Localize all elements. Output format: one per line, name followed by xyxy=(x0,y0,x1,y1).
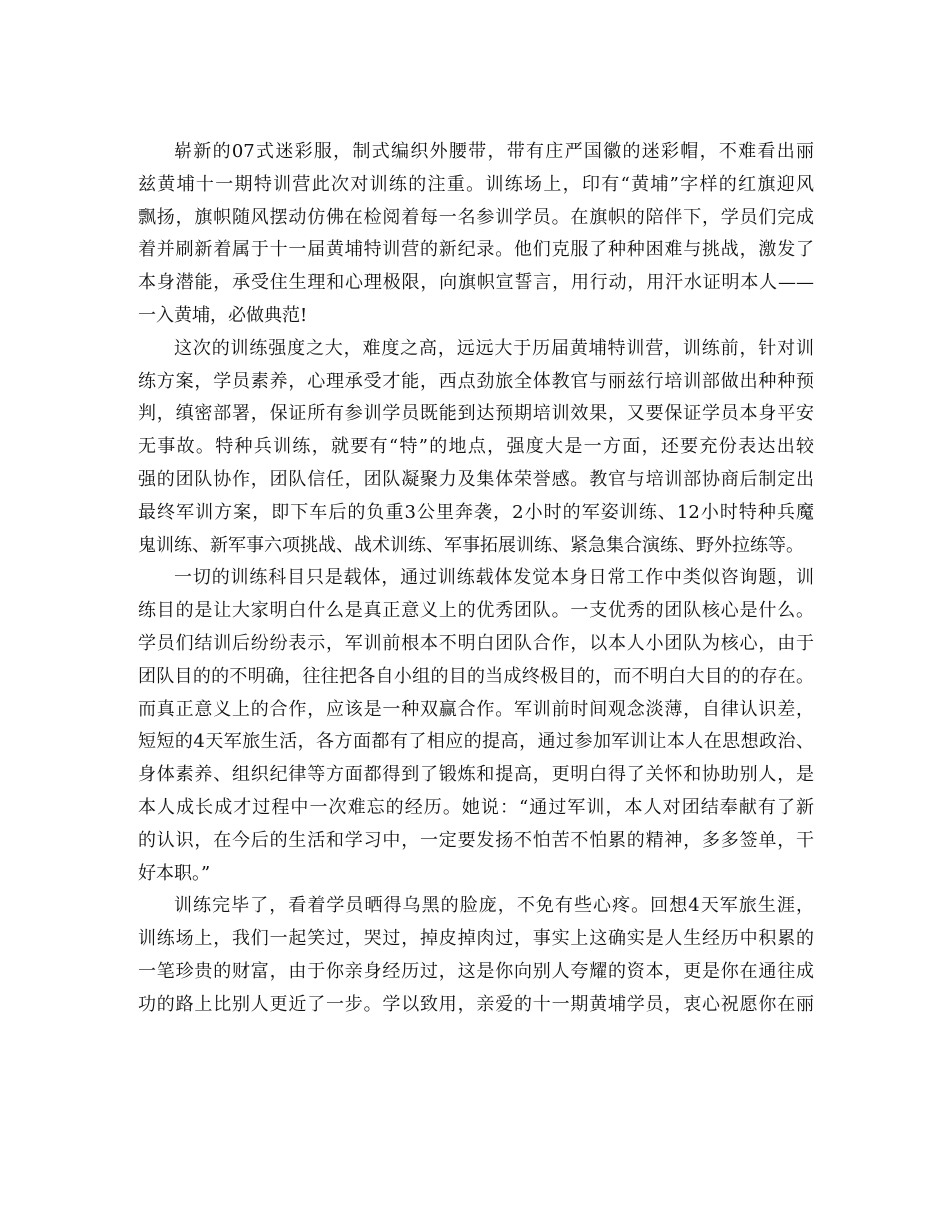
text-line: 练方案，学员素养，心理承受才能，西点劲旅全体教官与丽兹行培训部做出种种预 xyxy=(138,370,814,392)
text-line: 一入黄埔，必做典范! xyxy=(138,304,308,326)
text-line: 训练场上，我们一起笑过，哭过，掉皮掉肉过，事实上这确实是人生经历中积累的 xyxy=(138,928,814,950)
paragraph xyxy=(138,136,814,333)
text-line: 的认识，在今后的生活和学习中，一定要发扬不怕苦不怕累的精神，多多签单，干 xyxy=(138,829,814,851)
text-line: 一笔珍贵的财富，由于你亲身经历过，这是你向别人夸耀的资本，更是你在通往成 xyxy=(138,960,814,982)
document-body xyxy=(138,136,814,1022)
text-line: 无事故。特种兵训练，就要有“特”的地点，强度大是一方面，还要充份表达出较 xyxy=(138,436,814,458)
paragraph xyxy=(138,890,814,1021)
text-line: 飘扬，旗帜随风摆动仿佛在检阅着每一名参训学员。在旗帜的陪伴下，学员们完成 xyxy=(138,206,814,228)
text-line: 功的路上比别人更近了一步。学以致用，亲爱的十一期黄埔学员，衷心祝愿你在丽 xyxy=(138,993,814,1015)
text-line: 着并刷新着属于十一届黄埔特训营的新纪录。他们克服了种种困难与挑战，激发了 xyxy=(138,239,814,261)
text-line: 鬼训练、新军事六项挑战、战术训练、军事拓展训练、紧急集合演练、野外拉练等。 xyxy=(138,534,804,556)
text-line: 最终军训方案，即下车后的负重3公里奔袭，2小时的军姿训练、12小时特种兵魔 xyxy=(138,501,814,523)
text-line: 一切的训练科目只是载体，通过训练载体发觉本身日常工作中类似咨询题，训 xyxy=(174,567,814,589)
text-line: 训练完毕了，看着学员晒得乌黑的脸庞，不免有些心疼。回想4天军旅生涯， xyxy=(174,895,814,917)
text-line: 强的团队协作，团队信任，团队凝聚力及集体荣誉感。教官与培训部协商后制定出 xyxy=(138,468,814,490)
text-line: 判，缜密部署，保证所有参训学员既能到达预期培训效果，又要保证学员本身平安 xyxy=(138,403,814,425)
text-line: 而真正意义上的合作，应该是一种双赢合作。军训前时间观念淡薄，自律认识差， xyxy=(138,698,814,720)
text-line: 身体素养、组织纪律等方面都得到了锻炼和提高，更明白得了关怀和协助别人，是 xyxy=(138,764,814,786)
text-line: 短短的4天军旅生活，各方面都有了相应的提高，通过参加军训让本人在思想政治、 xyxy=(138,731,814,753)
text-line: 本身潜能，承受住生理和心理极限，向旗帜宣誓言，用行动，用汗水证明本人—— xyxy=(138,272,814,294)
text-line: 本人成长成才过程中一次难忘的经历。她说：“通过军训，本人对团结奉献有了新 xyxy=(138,796,814,818)
text-line: 好本职。” xyxy=(138,862,211,884)
text-line: 练目的是让大家明白什么是真正意义上的优秀团队。一支优秀的团队核心是什么。 xyxy=(138,600,814,622)
paragraph xyxy=(138,562,814,890)
text-line: 学员们结训后纷纷表示，军训前根本不明白团队合作，以本人小团队为核心，由于 xyxy=(138,632,814,654)
text-line: 这次的训练强度之大，难度之高，远远大于历届黄埔特训营，训练前，针对训 xyxy=(174,337,814,359)
paragraph xyxy=(138,333,814,563)
text-line: 崭新的07式迷彩服，制式编织外腰带，带有庄严国徽的迷彩帽，不难看出丽 xyxy=(174,141,814,162)
text-line: 团队目的的不明确，往往把各自小组的目的当成终极目的，而不明白大目的的存在。 xyxy=(138,665,814,687)
text-line: 兹黄埔十一期特训营此次对训练的注重。训练场上，印有“黄埔”字样的红旗迎风 xyxy=(138,173,814,195)
